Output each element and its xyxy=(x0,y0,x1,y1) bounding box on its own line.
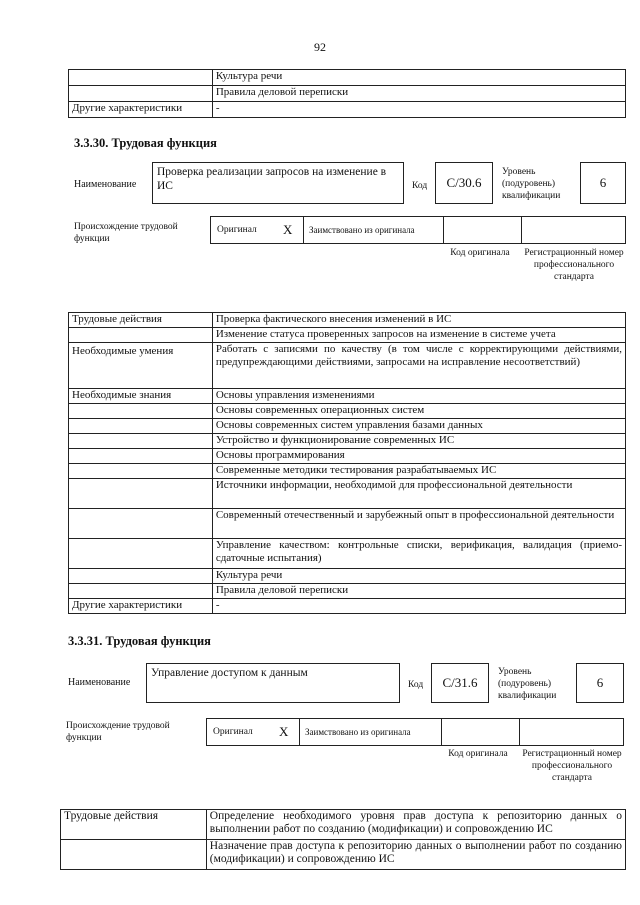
labor-action-item: Изменение статуса проверенных запросов на изменение в системе учета xyxy=(212,328,625,343)
labor-function-table xyxy=(68,312,626,614)
qualification-level-box: 6 xyxy=(576,663,624,703)
original-label: Оригинал xyxy=(217,225,257,235)
function-name-box: Управление доступом к данным xyxy=(146,663,400,703)
code-value-box: C/30.6 xyxy=(435,162,493,204)
empty-label-cell xyxy=(69,434,213,449)
labor-actions-label: Трудовые действия xyxy=(61,810,207,840)
required-knowledge-label: Необходимые знания xyxy=(69,389,213,404)
section-heading: 3.3.31. Трудовая функция xyxy=(68,634,211,648)
knowledge-item: Основы современных операционных систем xyxy=(212,404,625,419)
origin-divider xyxy=(303,217,304,243)
original-checkmark: X xyxy=(283,222,293,237)
empty-label-cell xyxy=(69,509,213,539)
other-characteristics-value: - xyxy=(212,599,625,614)
name-label: Наименование xyxy=(68,677,131,688)
empty-label-cell xyxy=(69,419,213,434)
qualification-level-box: 6 xyxy=(580,162,626,204)
empty-label-cell xyxy=(69,449,213,464)
origin-divider xyxy=(521,217,522,243)
other-characteristics-label: Другие характеристики xyxy=(69,102,213,118)
empty-label-cell xyxy=(69,539,213,569)
knowledge-item: Современный отечественный и зарубежный опыт в профессиональной деятельности xyxy=(212,509,625,539)
labor-actions-label: Трудовые действия xyxy=(69,313,213,328)
required-skills-label: Необходимые умения xyxy=(69,343,213,389)
original-label: Оригинал xyxy=(213,727,253,737)
origin-row xyxy=(206,718,624,746)
function-name-box: Проверка реализации запросов на изменение в ИС xyxy=(152,162,404,204)
top-continuation-table xyxy=(68,69,626,118)
knowledge-item: Современные методики тестирования разрабатываемых ИС xyxy=(212,464,625,479)
knowledge-item: Источники информации, необходимой для профессиональной деятельности xyxy=(212,479,625,509)
qualification-level-label: Уровень (подуровень) квалификации xyxy=(498,667,557,701)
section-heading: 3.3.30. Трудовая функция xyxy=(74,136,217,150)
registration-number-caption: Регистрационный номер профессионального стандарта xyxy=(524,248,624,282)
labor-function-table xyxy=(60,809,626,870)
qualification-level-label: Уровень (подуровень) квалификации xyxy=(502,167,561,201)
borrowed-label: Заимствовано из оригинала xyxy=(309,225,415,235)
page-number: 92 xyxy=(314,40,326,54)
origin-label: Происхождение трудовой функции xyxy=(74,222,178,244)
origin-divider xyxy=(519,719,520,745)
code-original-caption: Код оригинала xyxy=(448,749,508,759)
code-value-box: C/31.6 xyxy=(431,663,489,703)
origin-divider xyxy=(299,719,300,745)
empty-label-cell xyxy=(69,479,213,509)
knowledge-item: Культура речи xyxy=(212,70,625,86)
empty-label-cell xyxy=(69,584,213,599)
other-characteristics-label: Другие характеристики xyxy=(69,599,213,614)
borrowed-label: Заимствовано из оригинала xyxy=(305,727,411,737)
empty-label-cell xyxy=(69,86,213,102)
empty-label-cell xyxy=(69,70,213,86)
empty-label-cell xyxy=(69,569,213,584)
knowledge-item: Основы управления изменениями xyxy=(212,389,625,404)
empty-label-cell xyxy=(69,404,213,419)
original-checkmark: X xyxy=(279,724,289,739)
origin-row xyxy=(210,216,626,244)
empty-label-cell xyxy=(69,464,213,479)
knowledge-item: Культура речи xyxy=(212,569,625,584)
name-label: Наименование xyxy=(74,179,137,190)
knowledge-item: Управление качеством: контрольные списки, верификация, валидация (приемо-сдаточные испытания) xyxy=(212,539,625,569)
registration-number-caption: Регистрационный номер профессионального стандарта xyxy=(522,749,622,783)
origin-label: Происхождение трудовой функции xyxy=(66,721,170,743)
labor-action-item: Проверка фактического внесения изменений в ИС xyxy=(212,313,625,328)
knowledge-item: Основы современных систем управления базами данных xyxy=(212,419,625,434)
code-original-caption: Код оригинала xyxy=(450,248,510,258)
labor-action-item: Определение необходимого уровня прав доступа к репозиторию данных о выполнении работ по созданию (модификации) и сопровождению ИС xyxy=(206,810,625,840)
code-label: Код xyxy=(412,181,428,191)
empty-label-cell xyxy=(69,328,213,343)
knowledge-item: Правила деловой переписки xyxy=(212,584,625,599)
labor-action-item: Назначение прав доступа к репозиторию данных о выполнении работ по созданию (модификации) и сопровождению ИС xyxy=(206,840,625,870)
knowledge-item: Основы программирования xyxy=(212,449,625,464)
knowledge-item: Правила деловой переписки xyxy=(212,86,625,102)
knowledge-item: Устройство и функционирование современных ИС xyxy=(212,434,625,449)
origin-divider xyxy=(441,719,442,745)
other-characteristics-value: - xyxy=(212,102,625,118)
origin-divider xyxy=(443,217,444,243)
code-label: Код xyxy=(408,680,424,690)
required-skill-item: Работать с записями по качеству (в том числе с корректирующими действиями, предупреждающими действиями, запросами на исправление несоответствий) xyxy=(212,343,625,389)
empty-label-cell xyxy=(61,840,207,870)
